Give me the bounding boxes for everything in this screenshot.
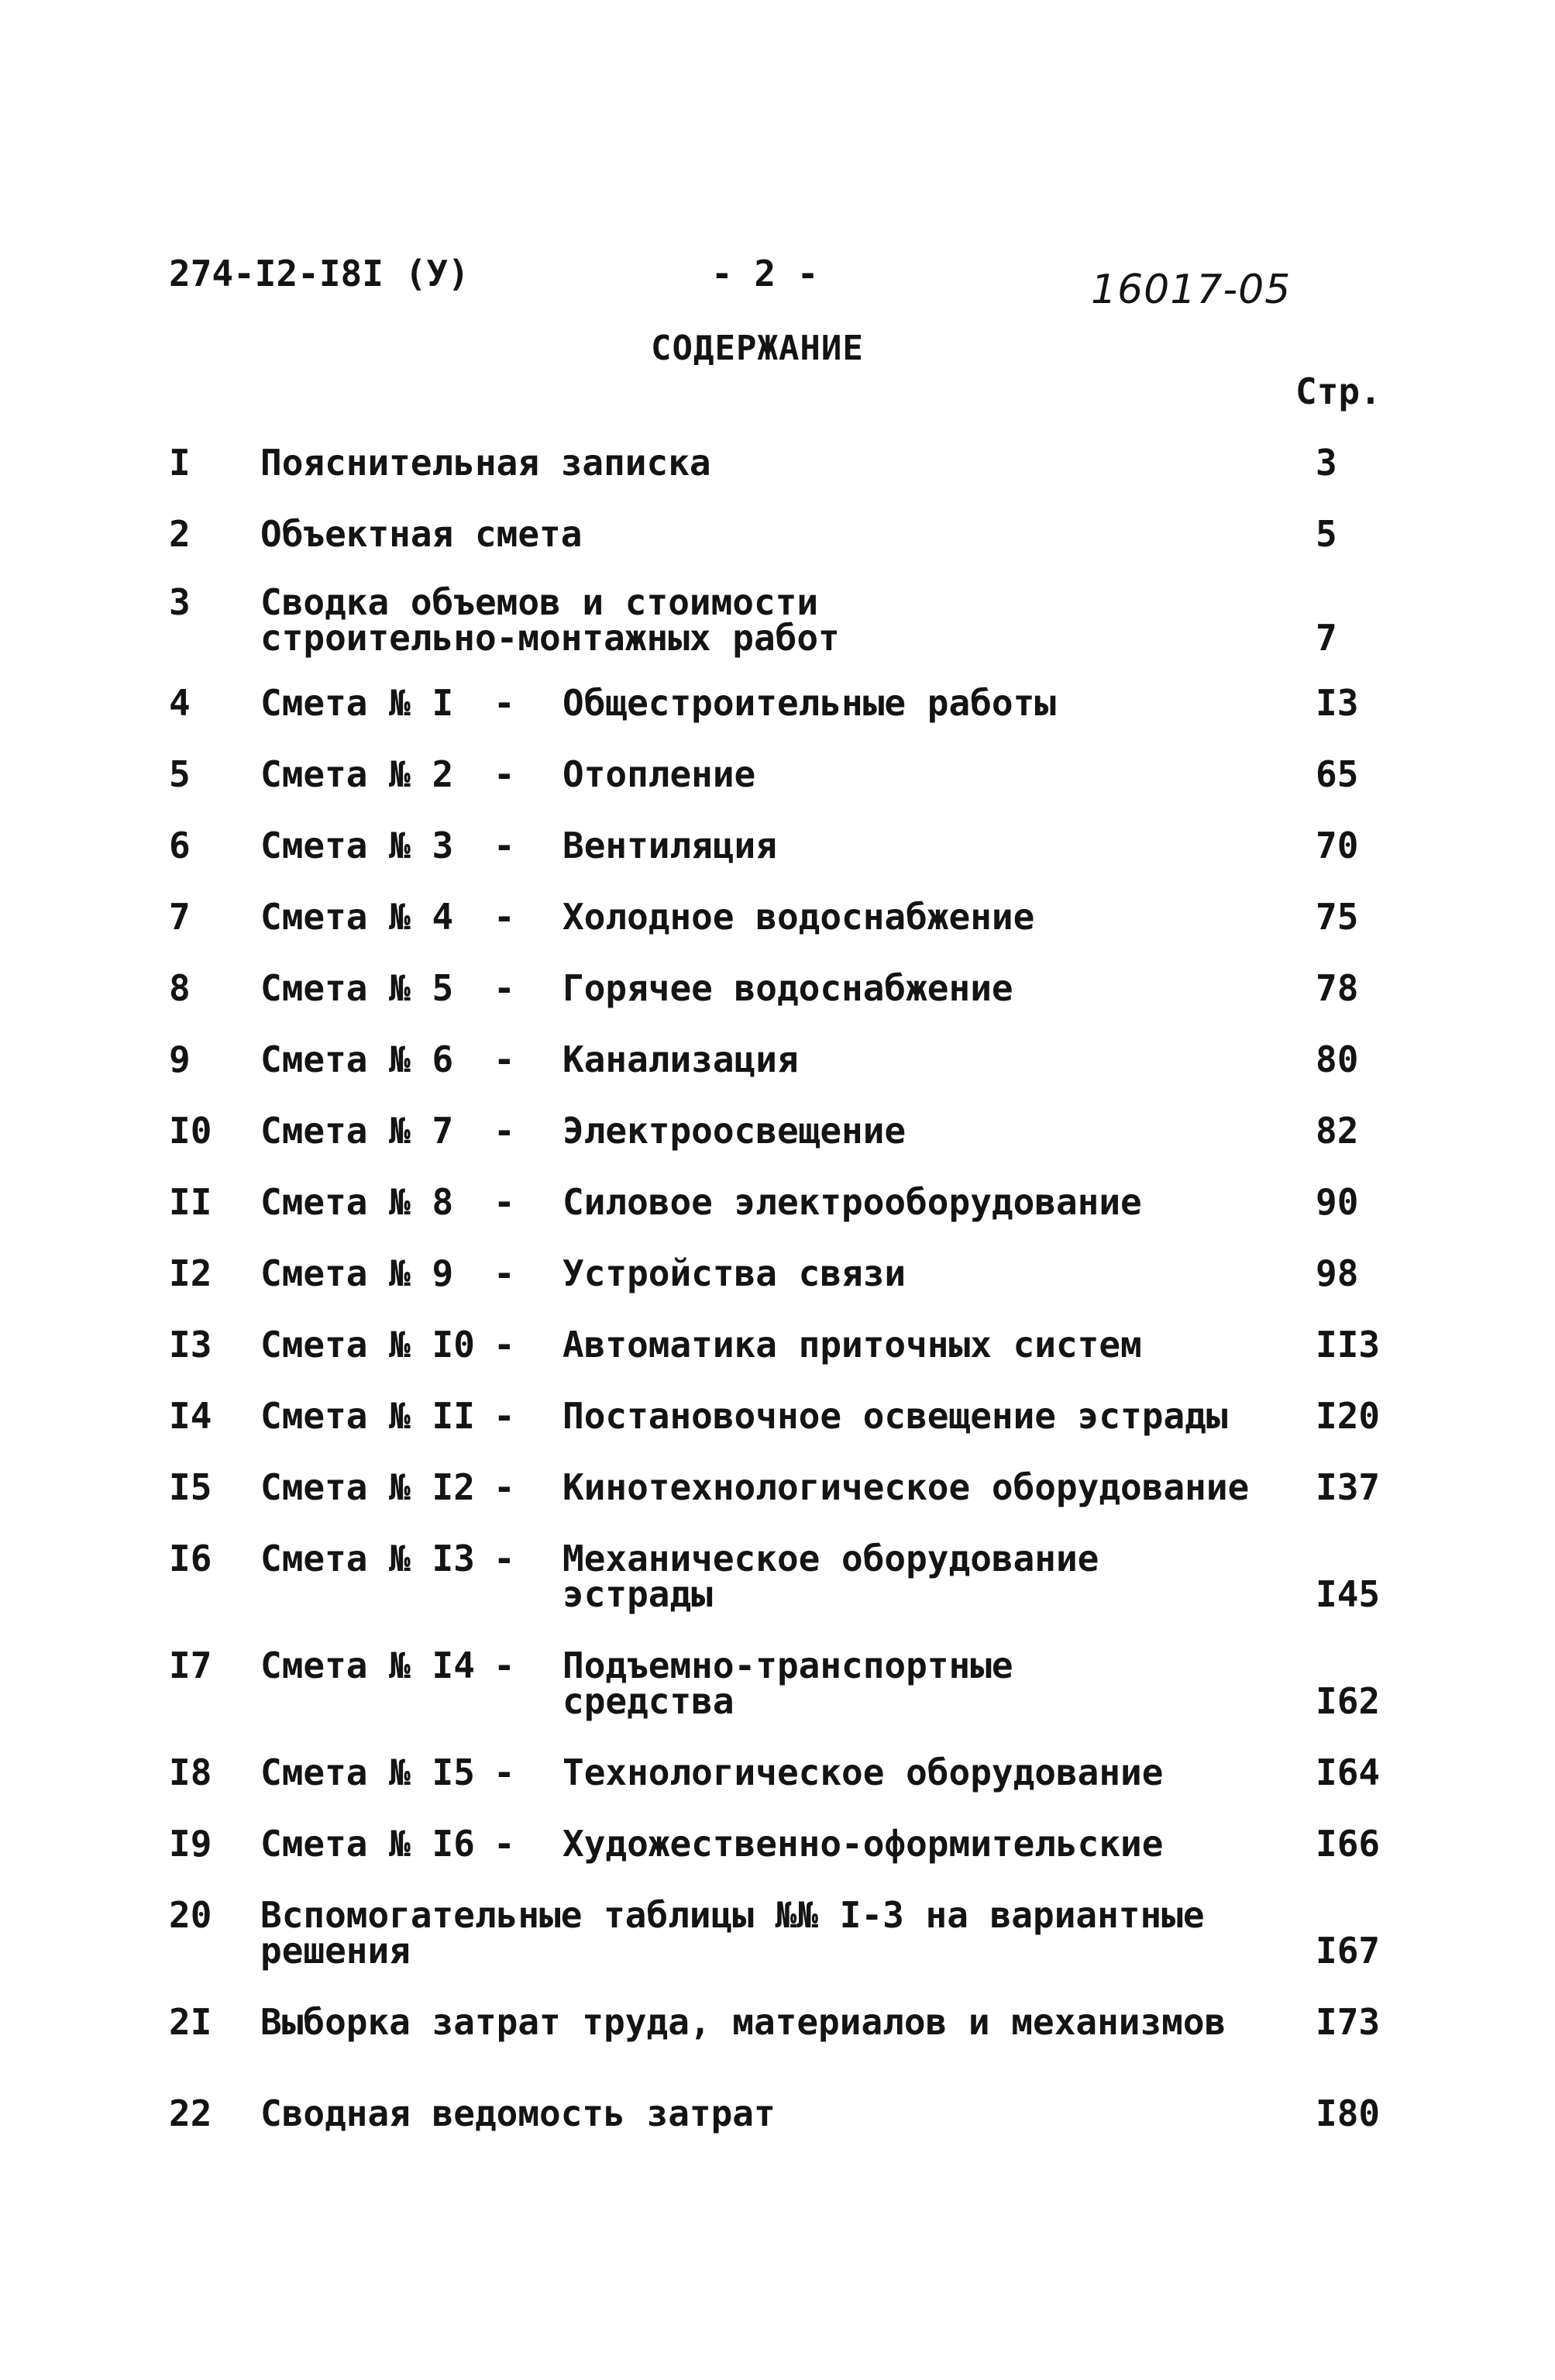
page-column-label: Стр. (1295, 370, 1381, 412)
entry-dash: - (494, 1181, 515, 1223)
entry-text: Пояснительная записка (260, 442, 711, 484)
estimate-label: Смета № 3 (260, 825, 454, 866)
estimate-title-line: эстрады (562, 1573, 713, 1615)
entry-dash: - (494, 1395, 515, 1437)
estimate-title-line: Механическое оборудование (562, 1538, 1099, 1579)
entry-page-number: I37 (1316, 1466, 1381, 1508)
entry-dash: - (494, 896, 515, 938)
estimate-label: Смета № I2 (260, 1466, 475, 1508)
estimate-label: Смета № II (260, 1395, 475, 1437)
entry-number: 8 (169, 967, 191, 1009)
entry-page-number: 78 (1316, 967, 1359, 1009)
estimate-title: Канализация (562, 1038, 799, 1080)
entry-number: 6 (169, 825, 191, 866)
entry-dash: - (494, 1252, 515, 1294)
entry-page-number: I73 (1316, 2001, 1381, 2043)
entry-number: 2 (169, 513, 191, 555)
entry-number: 5 (169, 753, 191, 795)
entry-number: 20 (169, 1894, 212, 1936)
entry-dash: - (494, 1751, 515, 1793)
entry-number: 4 (169, 682, 191, 724)
estimate-label: Смета № 8 (260, 1181, 454, 1223)
entry-page-number: 70 (1316, 825, 1359, 866)
estimate-label: Смета № 6 (260, 1038, 454, 1080)
estimate-title: Силовое электрооборудование (562, 1181, 1142, 1223)
estimate-title-line: Подъемно-транспортные (562, 1645, 1013, 1686)
estimate-title: Устройства связи (562, 1252, 907, 1294)
estimate-title (562, 1538, 1099, 1615)
estimate-label: Смета № I0 (260, 1324, 475, 1366)
estimate-title: Отопление (562, 753, 756, 795)
entry-text: Выборка затрат труда, материалов и механизмов (260, 2001, 1226, 2043)
entry-dash: - (494, 967, 515, 1009)
entry-number: 3 (169, 581, 191, 623)
page-title: СОДЕРЖАНИЕ (651, 329, 864, 368)
estimate-label: Смета № I (260, 682, 454, 724)
entry-page-number: 80 (1316, 1038, 1359, 1080)
entry-page-number: 5 (1316, 513, 1337, 555)
entry-text (260, 581, 840, 659)
estimate-label: Смета № I4 (260, 1645, 475, 1686)
entry-page-number: I66 (1316, 1823, 1381, 1865)
entry-page-number: I62 (1316, 1680, 1381, 1722)
entry-number: 9 (169, 1038, 191, 1080)
estimate-label: Смета № 2 (260, 753, 454, 795)
entry-dash: - (494, 1645, 515, 1686)
entry-dash: - (494, 1538, 515, 1579)
entry-text-line: Сводка объемов и стоимости (260, 581, 819, 623)
entry-number: I2 (169, 1252, 212, 1294)
estimate-title: Горячее водоснабжение (562, 967, 1013, 1009)
entry-text: Сводная ведомость затрат (260, 2092, 776, 2134)
entry-dash: - (494, 1038, 515, 1080)
entry-page-number: I20 (1316, 1395, 1381, 1437)
estimate-label: Смета № 5 (260, 967, 454, 1009)
entry-page-number: 7 (1316, 617, 1337, 659)
page-number: - 2 - (711, 253, 819, 294)
estimate-label: Смета № I5 (260, 1751, 475, 1793)
entry-page-number: 75 (1316, 896, 1359, 938)
entry-number: II (169, 1181, 212, 1223)
entry-number: 7 (169, 896, 191, 938)
entry-page-number: I45 (1316, 1573, 1381, 1615)
entry-dash: - (494, 682, 515, 724)
entry-page-number: 98 (1316, 1252, 1359, 1294)
entry-page-number: 90 (1316, 1181, 1359, 1223)
estimate-label: Смета № I3 (260, 1538, 475, 1579)
entry-dash: - (494, 1110, 515, 1152)
estimate-title: Вентиляция (562, 825, 777, 866)
estimate-title: Общестроительные работы (562, 682, 1056, 724)
estimate-title: Автоматика приточных систем (562, 1324, 1142, 1366)
entry-number: I0 (169, 1110, 212, 1152)
entry-number: 22 (169, 2092, 212, 2134)
entry-number: I9 (169, 1823, 212, 1865)
entry-text-line: Вспомогательные таблицы №№ I-3 на вариантные (260, 1894, 1205, 1936)
entry-dash: - (494, 753, 515, 795)
entry-number: I7 (169, 1645, 212, 1686)
entry-text (260, 1894, 1205, 1972)
entry-number: I4 (169, 1395, 212, 1437)
estimate-title (562, 1645, 1013, 1722)
entry-page-number: 3 (1316, 442, 1337, 484)
estimate-label: Смета № 7 (260, 1110, 454, 1152)
entry-text-line: строительно-монтажных работ (260, 617, 840, 659)
entry-number: I (169, 442, 191, 484)
entry-dash: - (494, 1324, 515, 1366)
entry-text-line: решения (260, 1930, 411, 1972)
entry-page-number: 65 (1316, 753, 1359, 795)
entry-page-number: II3 (1316, 1324, 1381, 1366)
entry-dash: - (494, 1466, 515, 1508)
entry-dash: - (494, 825, 515, 866)
handwritten-code: 16017-05 (1091, 267, 1292, 313)
entry-page-number: I3 (1316, 682, 1359, 724)
estimate-label: Смета № 9 (260, 1252, 454, 1294)
entry-page-number: I64 (1316, 1751, 1381, 1793)
entry-page-number: 82 (1316, 1110, 1359, 1152)
estimate-title: Технологическое оборудование (562, 1751, 1164, 1793)
estimate-title: Холодное водоснабжение (562, 896, 1035, 938)
estimate-title-line: средства (562, 1680, 734, 1722)
entry-dash: - (494, 1823, 515, 1865)
estimate-title: Постановочное освещение эстрады (562, 1395, 1228, 1437)
estimate-title: Художественно-оформительские (562, 1823, 1164, 1865)
entry-page-number: I80 (1316, 2092, 1381, 2134)
estimate-title: Электроосвещение (562, 1110, 907, 1152)
estimate-title: Кинотехнологическое оборудование (562, 1466, 1250, 1508)
entry-number: I8 (169, 1751, 212, 1793)
entry-number: I3 (169, 1324, 212, 1366)
entry-number: I6 (169, 1538, 212, 1579)
estimate-label: Смета № 4 (260, 896, 454, 938)
entry-text: Объектная смета (260, 513, 583, 555)
estimate-label: Смета № I6 (260, 1823, 475, 1865)
entry-page-number: I67 (1316, 1930, 1381, 1972)
entry-number: I5 (169, 1466, 212, 1508)
entry-number: 2I (169, 2001, 212, 2043)
document-code: 274-I2-I8I (У) (169, 253, 470, 294)
